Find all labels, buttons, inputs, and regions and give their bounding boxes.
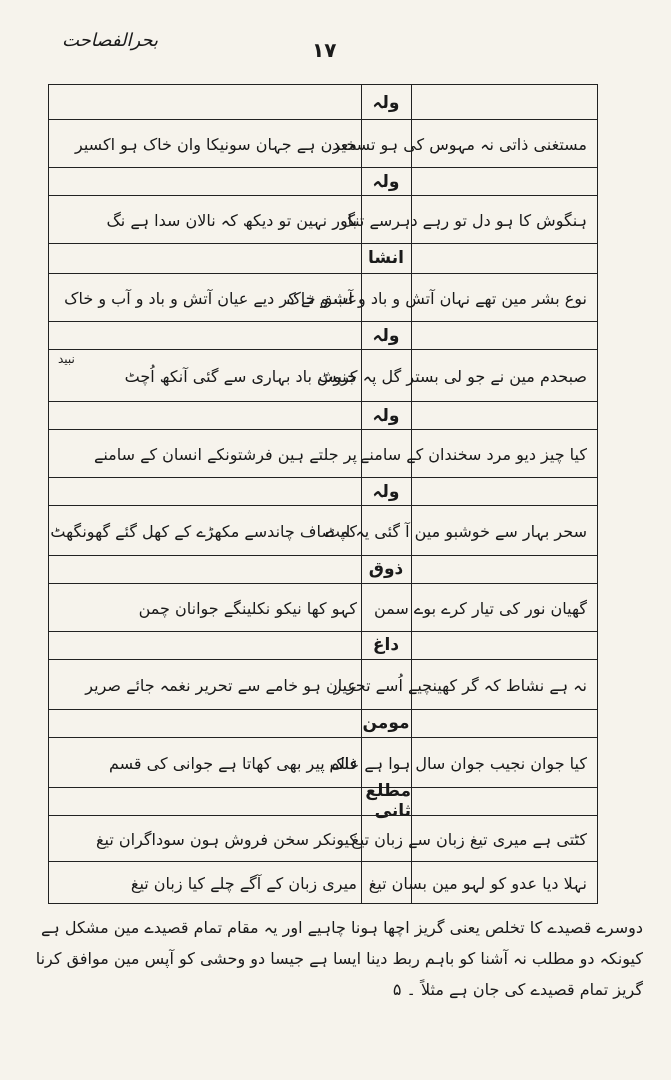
misra-left: عشق نے کر دیے عیان آتش و باد و آب و خاک [64, 288, 357, 308]
verse-row [49, 815, 597, 862]
misra-left: فلک پیر بھی کھاتا ہے جوانی کی قسم [109, 753, 357, 773]
heading-row [49, 477, 597, 506]
heading-row [49, 167, 597, 196]
poet-heading: ذوق [368, 559, 404, 579]
verse-table [48, 84, 598, 904]
verse-row [49, 119, 597, 168]
verse-row [49, 583, 597, 632]
page-number: ۱۷ [312, 38, 337, 62]
poet-heading: ولہ [372, 405, 400, 426]
misra-left: پر جلتے ہین فرشتونکے انسان کے سامنے [93, 444, 357, 464]
heading-row [49, 243, 597, 274]
misra-right: سحر بہار سے خوشبو مین آ گئی یہ لپٹ [324, 521, 587, 541]
heading-row [49, 321, 597, 350]
heading-row [49, 781, 597, 821]
poet-heading: انشا [368, 248, 404, 268]
verse-row [49, 195, 597, 244]
heading-row [49, 631, 597, 660]
verse-row [49, 273, 597, 322]
verse-row [49, 505, 597, 556]
poet-heading: ولہ [372, 171, 400, 192]
misra-left: باور نہین تو دیکھ کہ نالان سدا ہے نگ [106, 210, 357, 230]
verse-row [49, 429, 597, 478]
poet-heading: داغ [372, 635, 400, 655]
misra-right: مستغنی ذاتی نہ مہوس کی ہو تسخیر [332, 134, 587, 154]
misra-left: جنبش باد بہاری سے گئی آنکھ اُچٹ [124, 366, 357, 386]
misra-left: کہ صاف چاندسے مکھڑے کے کھل گئے گھونگھٹ [50, 521, 357, 541]
misra-right: نہلا دیا عدو کو لہو مین بسان تیغ [368, 873, 587, 893]
heading-row [49, 401, 597, 430]
poet-heading: ولہ [372, 325, 400, 346]
misra-right: ہنگوش کا ہو دل تو رہے دہرسے تنگ [340, 210, 587, 230]
misra-left: معدن ہے جہان سونیکا وان خاک ہو اکسیر [75, 134, 357, 154]
misra-left: عیان ہو خامے سے تحریر نغمہ جائے صریر [85, 675, 357, 695]
misra-right: صبحدم مین نے جو لی بستر گل پہ کروٹ [318, 366, 587, 386]
misra-right: نوع بشر مین تھے نہان آتش و باد و آب و خاک [286, 288, 587, 308]
misra-left: کہو کھا نیکو نکلینگے جوانان چمن [138, 598, 357, 618]
poet-heading: ولہ [372, 481, 400, 502]
poet-heading: مومن [362, 713, 410, 733]
verse-row [49, 861, 597, 904]
poet-heading: ولہ [372, 92, 400, 113]
misra-right: نہ ہے نشاط کہ گر کھینچیے اُسے تحریر [333, 675, 587, 695]
poet-heading: مطلع ثانی [365, 781, 411, 821]
heading-row [49, 709, 597, 738]
prose-paragraph: دوسرے قصیدے کا تخلص یعنی گریز اچھا ہونا چاہیے اور یہ مقام تمام قصیدے مین مشکل ہے کیونکہ دو مطلب نہ آشنا کو باہم ربط دینا ایسا ہے جیسا دو وحشی کو آپس مین موافق کرنا گریز تمام قصیدے کی جان ہے مثلاً ۔ ۵ [35, 918, 643, 999]
misra-left: میری زبان کے آگے چلے کیا زبان تیغ [130, 873, 357, 893]
misra-right: کٹتی ہے میری تیغ زبان سے زبان تیغ [351, 829, 587, 849]
misra-right: گھیان نور کی تیار کرے بوے سمن [374, 598, 587, 618]
misra-right: کیا چیز دیو مرد سخندان کے سامنے [360, 444, 587, 464]
running-head: بحرالفصاحت [62, 30, 159, 51]
verse-row [49, 659, 597, 710]
misra-right: کیا جوان نجیب جوان سال ہوا ہے عالم [329, 753, 587, 773]
verse-row [49, 737, 597, 788]
misra-left: کیونکر سخن فروش ہون سوداگران تیغ [96, 829, 357, 849]
verse-row [49, 349, 597, 402]
margin-note: نبید [58, 352, 75, 366]
heading-row [49, 555, 597, 584]
